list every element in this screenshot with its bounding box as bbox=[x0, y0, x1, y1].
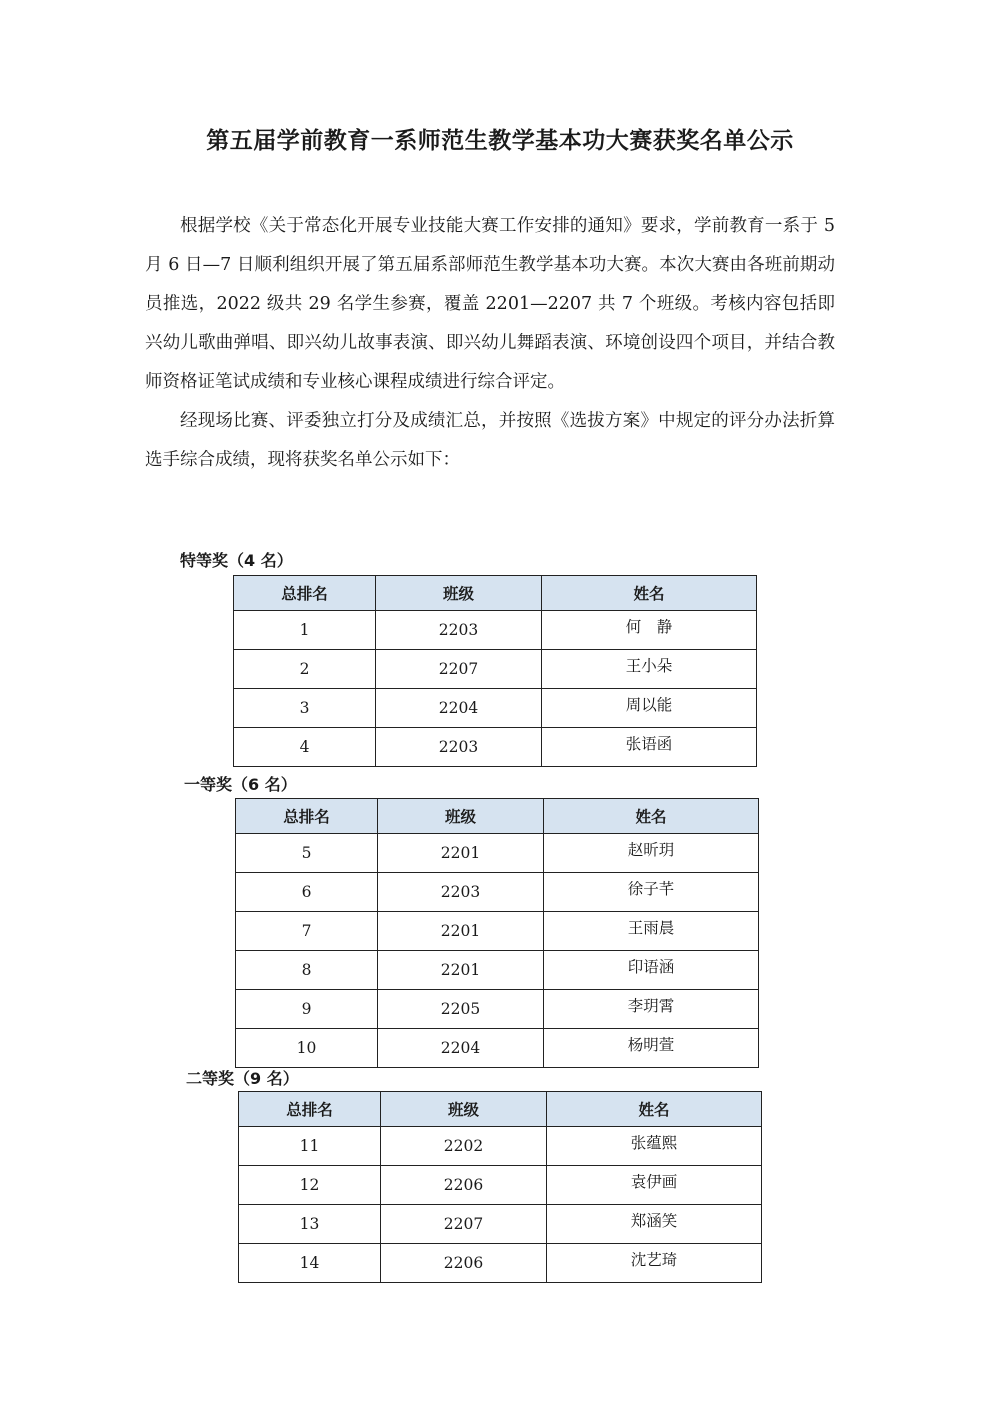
award-table-special bbox=[233, 575, 757, 767]
cell-rank: 11 bbox=[239, 1127, 381, 1166]
cell-rank: 5 bbox=[236, 834, 378, 873]
cell-rank: 10 bbox=[236, 1029, 378, 1068]
cell-class: 2206 bbox=[381, 1244, 547, 1283]
table-header-row bbox=[236, 799, 759, 834]
section-label-special: 特等奖（4 名） bbox=[180, 551, 293, 570]
cell-name: 徐子芊 bbox=[544, 873, 759, 912]
award-table-first bbox=[235, 798, 759, 1068]
cell-class: 2201 bbox=[378, 834, 544, 873]
cell-rank: 2 bbox=[234, 650, 376, 689]
header-name: 姓名 bbox=[547, 1092, 762, 1127]
cell-rank: 13 bbox=[239, 1205, 381, 1244]
paragraph-2: 经现场比赛、评委独立打分及成绩汇总，并按照《选拔方案》中规定的评分办法折算选手综合成绩，现将获奖名单公示如下： bbox=[145, 411, 835, 470]
header-rank: 总排名 bbox=[236, 799, 378, 834]
cell-name: 何 静 bbox=[542, 611, 757, 650]
cell-class: 2204 bbox=[376, 689, 542, 728]
cell-class: 2203 bbox=[376, 611, 542, 650]
cell-class: 2205 bbox=[378, 990, 544, 1029]
cell-name: 张语函 bbox=[542, 728, 757, 767]
cell-class: 2204 bbox=[378, 1029, 544, 1068]
cell-class: 2207 bbox=[381, 1205, 547, 1244]
cell-name: 周以能 bbox=[542, 689, 757, 728]
header-rank: 总排名 bbox=[234, 576, 376, 611]
cell-class: 2201 bbox=[378, 912, 544, 951]
table-row bbox=[236, 951, 759, 990]
table-row bbox=[234, 650, 757, 689]
cell-class: 2203 bbox=[378, 873, 544, 912]
header-class: 班级 bbox=[381, 1092, 547, 1127]
cell-class: 2201 bbox=[378, 951, 544, 990]
table-header-row bbox=[234, 576, 757, 611]
page-title: 第五届学前教育一系师范生教学基本功大赛获奖名单公示 bbox=[206, 128, 794, 154]
cell-class: 2207 bbox=[376, 650, 542, 689]
cell-rank: 8 bbox=[236, 951, 378, 990]
section-label-first: 一等奖（6 名） bbox=[184, 775, 297, 794]
header-name: 姓名 bbox=[544, 799, 759, 834]
cell-rank: 1 bbox=[234, 611, 376, 650]
cell-rank: 6 bbox=[236, 873, 378, 912]
section-label-second: 二等奖（9 名） bbox=[186, 1069, 299, 1088]
table-row bbox=[236, 1029, 759, 1068]
table-header-row bbox=[239, 1092, 762, 1127]
table-row bbox=[234, 728, 757, 767]
cell-class: 2203 bbox=[376, 728, 542, 767]
cell-rank: 12 bbox=[239, 1166, 381, 1205]
table-row bbox=[239, 1166, 762, 1205]
cell-rank: 7 bbox=[236, 912, 378, 951]
table-row bbox=[239, 1205, 762, 1244]
table-row bbox=[234, 611, 757, 650]
header-class: 班级 bbox=[378, 799, 544, 834]
cell-name: 赵昕玥 bbox=[544, 834, 759, 873]
cell-name: 李玥霄 bbox=[544, 990, 759, 1029]
table-row bbox=[239, 1244, 762, 1283]
paragraph-1: 根据学校《关于常态化开展专业技能大赛工作安排的通知》要求，学前教育一系于 5 月 6 日—7 日顺利组织开展了第五届系部师范生教学基本功大赛。本次大赛由各班前期动员推选，2022 级共 29 名学生参赛，覆盖 2201—2207 共 7 个班级。考核内容包括即兴幼儿歌曲弹唱、即兴幼儿故事表演、即兴幼儿舞蹈表演、环境创设四个项目，并结合教师资格证笔试成绩和专业核心课程成绩进行综合评定。 bbox=[145, 216, 835, 392]
cell-name: 王雨晨 bbox=[544, 912, 759, 951]
cell-name: 印语涵 bbox=[544, 951, 759, 990]
cell-name: 沈艺琦 bbox=[547, 1244, 762, 1283]
cell-name: 张蕴熙 bbox=[547, 1127, 762, 1166]
cell-rank: 4 bbox=[234, 728, 376, 767]
cell-class: 2206 bbox=[381, 1166, 547, 1205]
header-class: 班级 bbox=[376, 576, 542, 611]
intro-text bbox=[145, 207, 835, 480]
cell-rank: 9 bbox=[236, 990, 378, 1029]
table-row bbox=[236, 990, 759, 1029]
cell-rank: 14 bbox=[239, 1244, 381, 1283]
cell-rank: 3 bbox=[234, 689, 376, 728]
header-rank: 总排名 bbox=[239, 1092, 381, 1127]
table-row bbox=[236, 873, 759, 912]
award-table-second bbox=[238, 1091, 762, 1283]
table-row bbox=[236, 912, 759, 951]
table-row bbox=[236, 834, 759, 873]
cell-name: 杨明萱 bbox=[544, 1029, 759, 1068]
cell-name: 袁伊画 bbox=[547, 1166, 762, 1205]
cell-name: 王小朵 bbox=[542, 650, 757, 689]
table-row bbox=[234, 689, 757, 728]
cell-class: 2202 bbox=[381, 1127, 547, 1166]
cell-name: 郑涵笑 bbox=[547, 1205, 762, 1244]
header-name: 姓名 bbox=[542, 576, 757, 611]
table-row bbox=[239, 1127, 762, 1166]
